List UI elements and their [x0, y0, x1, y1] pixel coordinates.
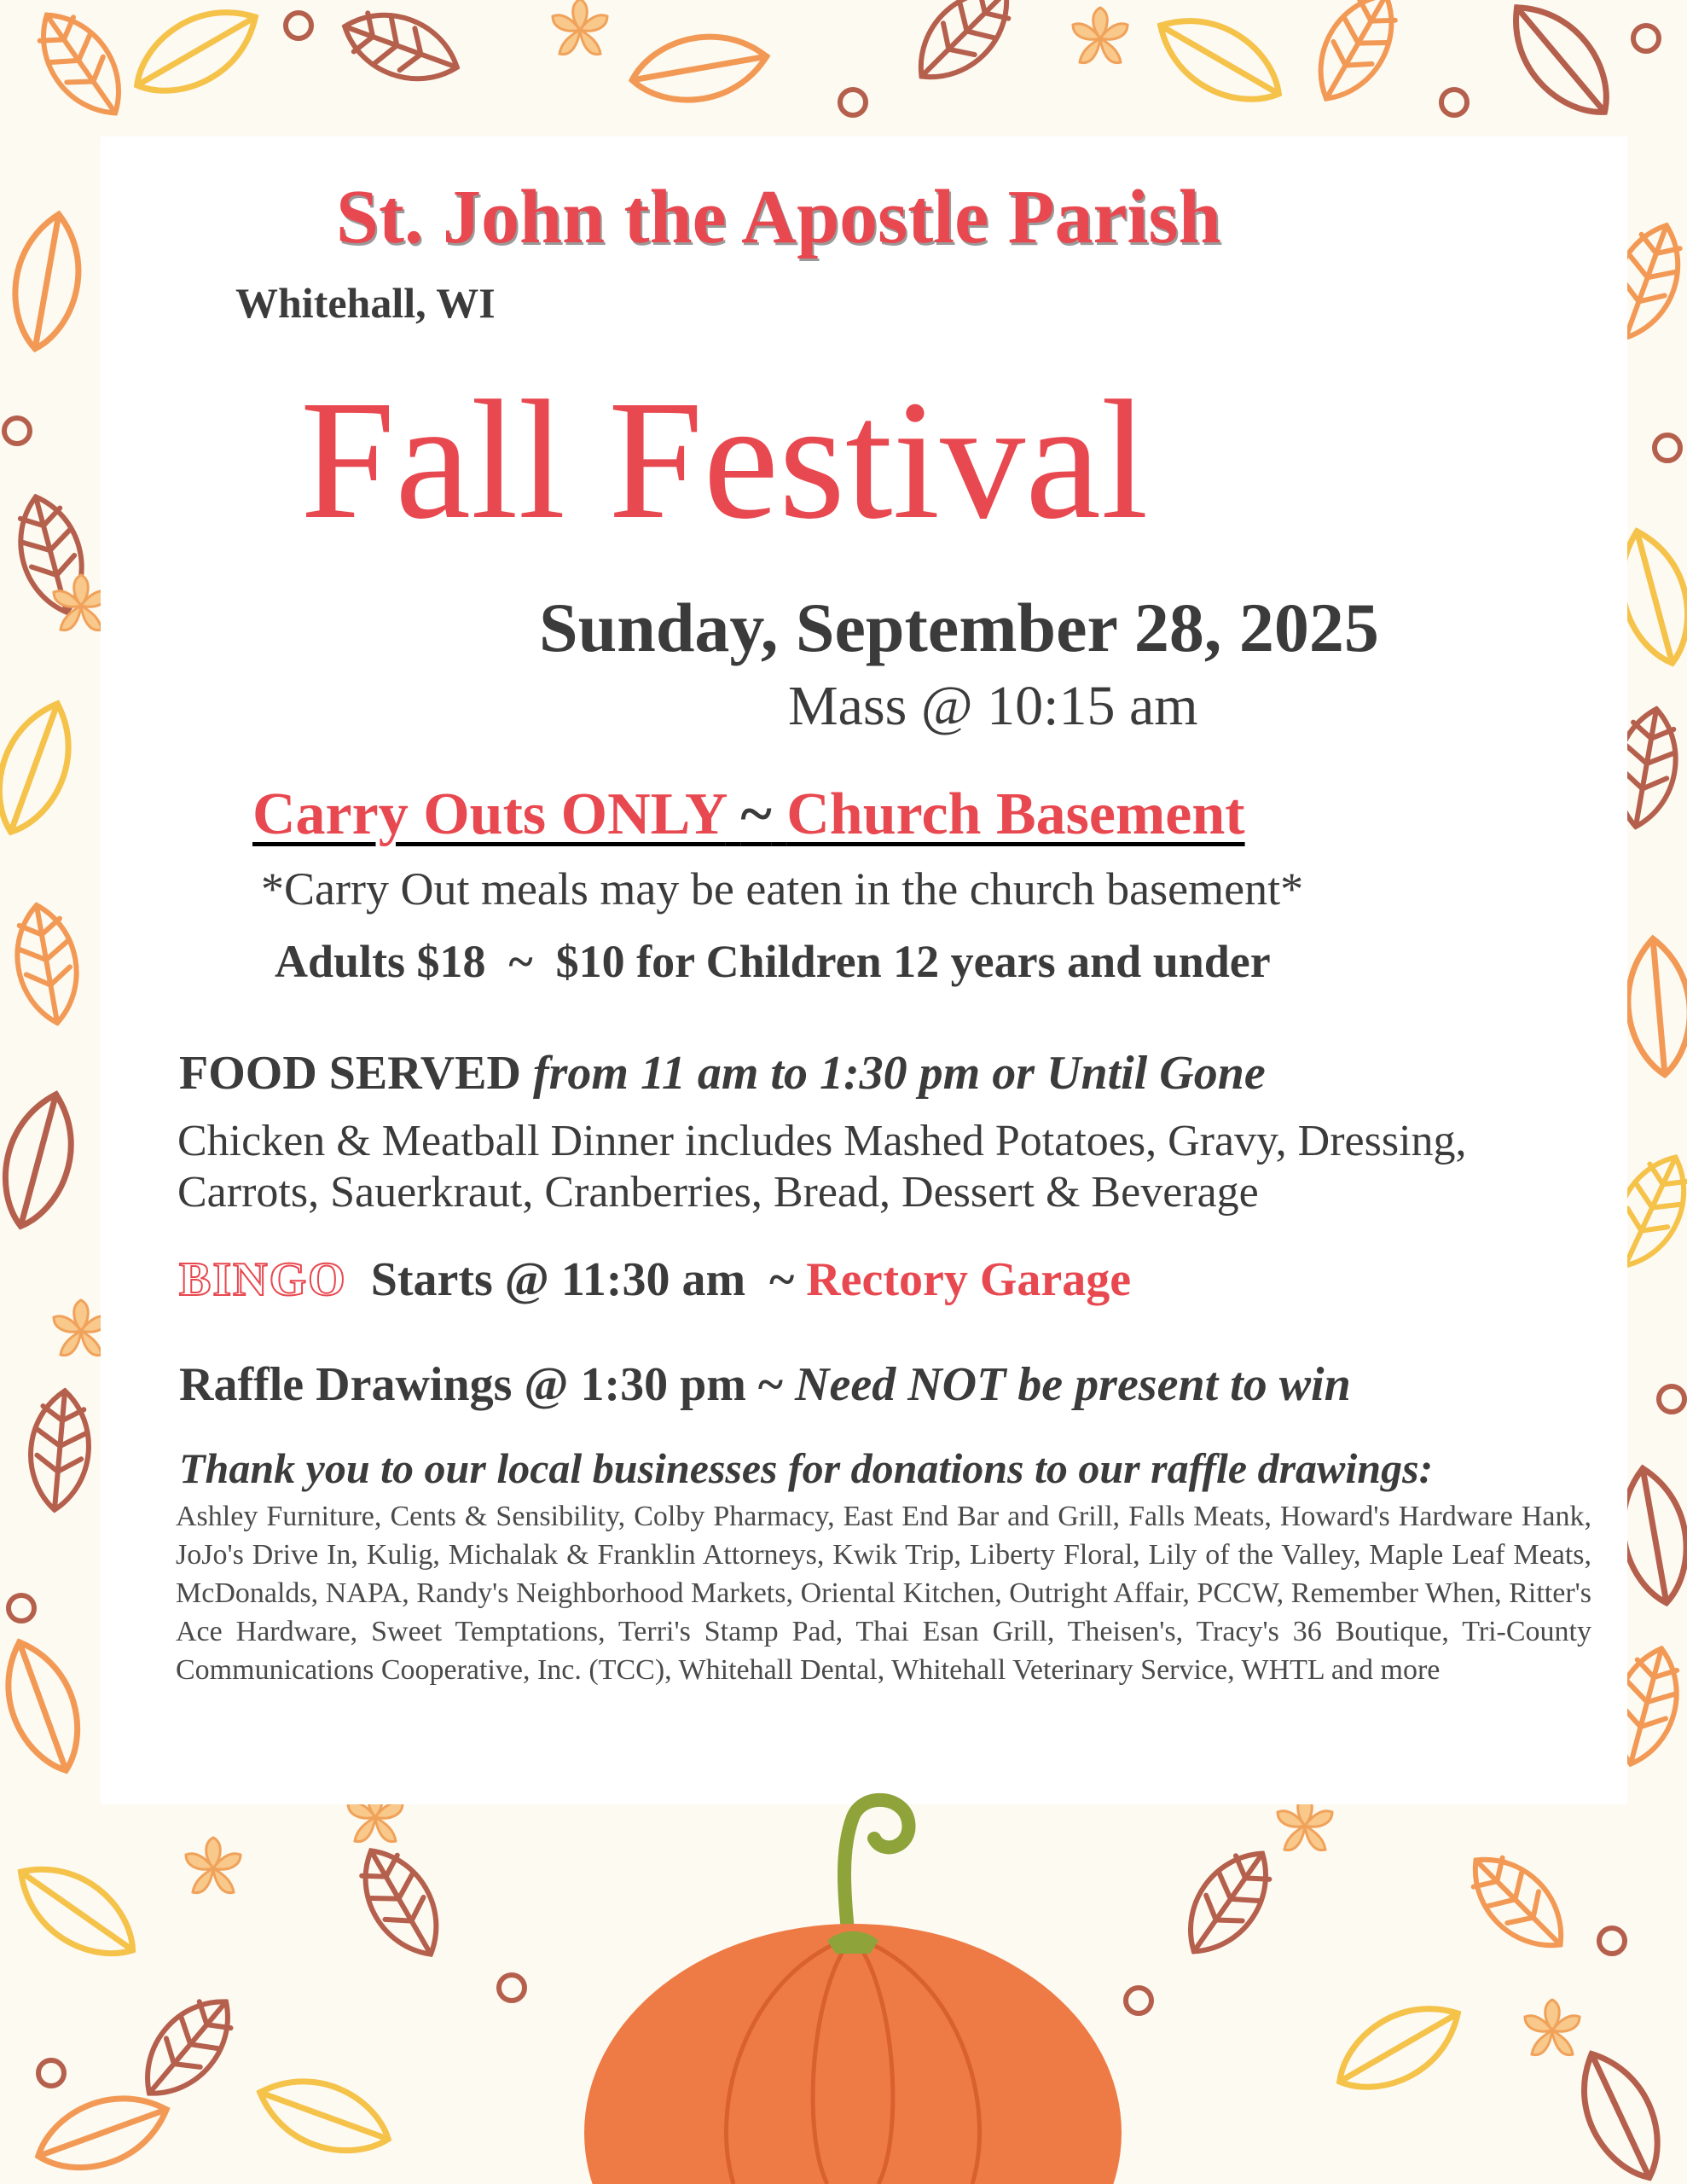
thanks-heading: Thank you to our local businesses for donations to our raffle drawings:	[179, 1444, 1434, 1492]
bingo-time: Starts @ 11:30 am	[370, 1253, 746, 1306]
food-served-label: FOOD SERVED	[179, 1047, 521, 1100]
menu-line-1: Chicken & Meatball Dinner includes Mashed Potatoes, Gravy, Dressing,	[177, 1117, 1467, 1165]
food-served-hours: from 11 am to 1:30 pm or Until Gone	[532, 1047, 1266, 1100]
bingo-line	[179, 1253, 1132, 1306]
bingo-separator: ~	[769, 1253, 795, 1306]
bingo-location: Rectory Garage	[806, 1253, 1132, 1306]
carryout-heading	[252, 781, 1245, 847]
parish-name: St. John the Apostle Parish	[336, 175, 1221, 259]
event-title: Fall Festival	[300, 366, 1149, 555]
carryout-separator: ~	[740, 781, 772, 847]
meal-prices: Adults $18 ~ $10 for Children 12 years and under	[275, 936, 1271, 987]
food-served-line	[179, 1047, 1266, 1100]
raffle-line	[179, 1358, 1351, 1411]
raffle-time: Raffle Drawings @ 1:30 pm ~	[179, 1358, 784, 1411]
pumpkin-illustration	[546, 1792, 1160, 2184]
carryout-location: Church Basement	[786, 781, 1245, 847]
raffle-note: Need NOT be present to win	[795, 1358, 1351, 1411]
bingo-label: BINGO	[179, 1253, 347, 1306]
event-date: Sunday, September 28, 2025	[539, 589, 1379, 666]
donor-list: Ashley Furniture, Cents & Sensibility, Colby Pharmacy, East End Bar and Grill, Falls Meats, Howard's Hardware Hank, JoJo's Drive In, Kulig, Michalak & Franklin Attorneys, Kwik Trip, Liberty Floral, Lily of the Valley, Maple Leaf Meats, McDonalds, NAPA, Randy's Neighborhood Markets, Oriental Kitchen, Outright Affair, PCCW, Remember When, Ritter's Ace Hardware, Sweet Temptations, Terri's Stamp Pad, Thai Esan Grill, Theisen's, Tracy's 36 Boutique, Tri-County Communications Cooperative, Inc. (TCC), Whitehall Dental, Whitehall Veterinary Service, WHTL and more	[176, 1501, 1591, 1686]
menu-line-2: Carrots, Sauerkraut, Cranberries, Bread, Dessert & Beverage	[177, 1168, 1259, 1217]
parish-location: Whitehall, WI	[235, 279, 496, 327]
carryout-label: Carry Outs ONLY	[252, 781, 726, 847]
carryout-note: *Carry Out meals may be eaten in the church basement*	[261, 863, 1304, 915]
mass-time: Mass @ 10:15 am	[788, 675, 1198, 737]
